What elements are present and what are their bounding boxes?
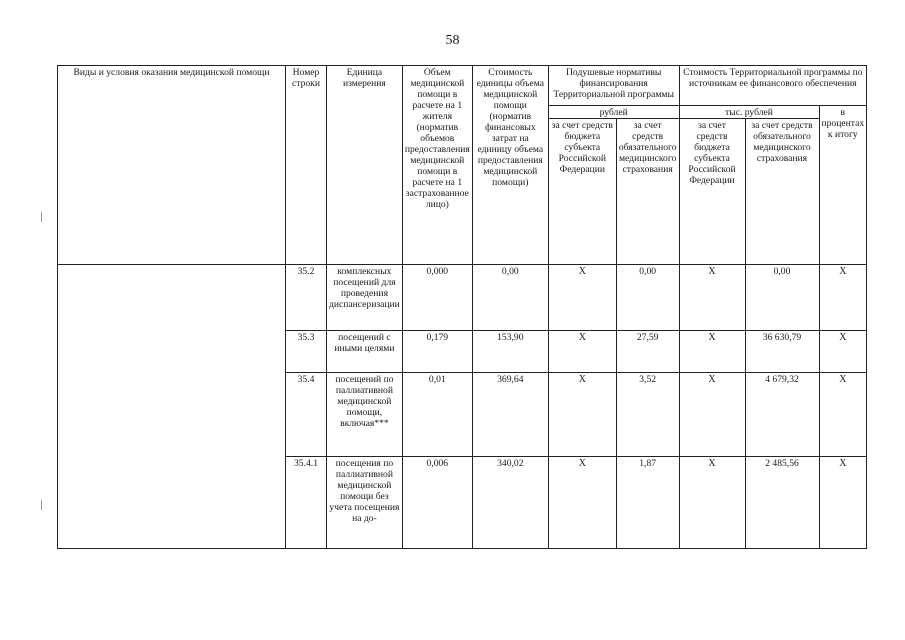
header-rubles: рублей xyxy=(548,106,679,119)
budget-per-capita-cell: X xyxy=(548,373,616,457)
row-number-cell: 35.4.1 xyxy=(286,457,327,549)
percent-cell: X xyxy=(819,331,867,373)
budget-per-capita-cell: X xyxy=(548,265,616,331)
volume-cell: 0,01 xyxy=(402,373,472,457)
types-cell xyxy=(58,265,286,549)
insurance-per-capita-cell: 27,59 xyxy=(616,331,679,373)
unit-cell: посещений по паллиативной медицинской помощи, включая*** xyxy=(327,373,403,457)
budget-total-cell: X xyxy=(679,457,745,549)
insurance-per-capita-cell: 0,00 xyxy=(616,265,679,331)
scan-mark xyxy=(41,500,42,510)
header-per-capita: Подушевые нормативы финансирования Территориальной программы xyxy=(548,66,679,106)
volume-cell: 0,006 xyxy=(402,457,472,549)
header-row-number: Номер строки xyxy=(286,66,327,265)
row-number-cell: 35.2 xyxy=(286,265,327,331)
percent-cell: X xyxy=(819,265,867,331)
financing-table xyxy=(57,65,867,549)
budget-total-cell: X xyxy=(679,331,745,373)
budget-per-capita-cell: X xyxy=(548,331,616,373)
insurance-total-cell: 0,00 xyxy=(745,265,819,331)
cost-cell: 369,64 xyxy=(472,373,548,457)
header-budget-per-capita: за счет средств бюджета субъекта Российской Федерации xyxy=(548,119,616,265)
volume-cell: 0,000 xyxy=(402,265,472,331)
row-number-cell: 35.4 xyxy=(286,373,327,457)
header-unit: Единица измерения xyxy=(327,66,403,265)
unit-cell: комплексных посещений для проведения диспансеризации xyxy=(327,265,403,331)
cost-cell: 340,02 xyxy=(472,457,548,549)
header-budget-total: за счет средств бюджета субъекта Российской Федерации xyxy=(679,119,745,265)
header-insurance-total: за счет средств обязательного медицинского страхования xyxy=(745,119,819,265)
budget-total-cell: X xyxy=(679,373,745,457)
insurance-total-cell: 36 630,79 xyxy=(745,331,819,373)
header-volume: Объем медицинской помощи в расчете на 1 жителя (норматив объемов предоставления медицинской помощи в расчете на 1 застрахованное лицо) xyxy=(402,66,472,265)
unit-cell: посещения по паллиативной медицинской помощи без учета посещения на до- xyxy=(327,457,403,549)
insurance-total-cell: 4 679,32 xyxy=(745,373,819,457)
page-number: 58 xyxy=(445,33,460,48)
unit-cell: посещений с иными целями xyxy=(327,331,403,373)
header-percent: в процентах к итогу xyxy=(819,106,867,265)
header-types: Виды и условия оказания медицинской помощи xyxy=(58,66,286,265)
percent-cell: X xyxy=(819,373,867,457)
scan-mark xyxy=(41,212,42,222)
percent-cell: X xyxy=(819,457,867,549)
cost-cell: 153,90 xyxy=(472,331,548,373)
budget-total-cell: X xyxy=(679,265,745,331)
header-territorial-cost: Стоимость Территориальной программы по источникам ее финансового обеспечения xyxy=(679,66,867,106)
row-number-cell: 35.3 xyxy=(286,331,327,373)
insurance-per-capita-cell: 3,52 xyxy=(616,373,679,457)
budget-per-capita-cell: X xyxy=(548,457,616,549)
volume-cell: 0,179 xyxy=(402,331,472,373)
header-insurance-per-capita: за счет средств обязательного медицинского страхования xyxy=(616,119,679,265)
header-thousand-rubles: тыс. рублей xyxy=(679,106,819,119)
cost-cell: 0,00 xyxy=(472,265,548,331)
table-row xyxy=(58,265,867,331)
header-cost: Стоимость единицы объема медицинской помощи (норматив финансовых затрат на единицу объема предоставления медицинской помощи) xyxy=(472,66,548,265)
insurance-per-capita-cell: 1,87 xyxy=(616,457,679,549)
insurance-total-cell: 2 485,56 xyxy=(745,457,819,549)
